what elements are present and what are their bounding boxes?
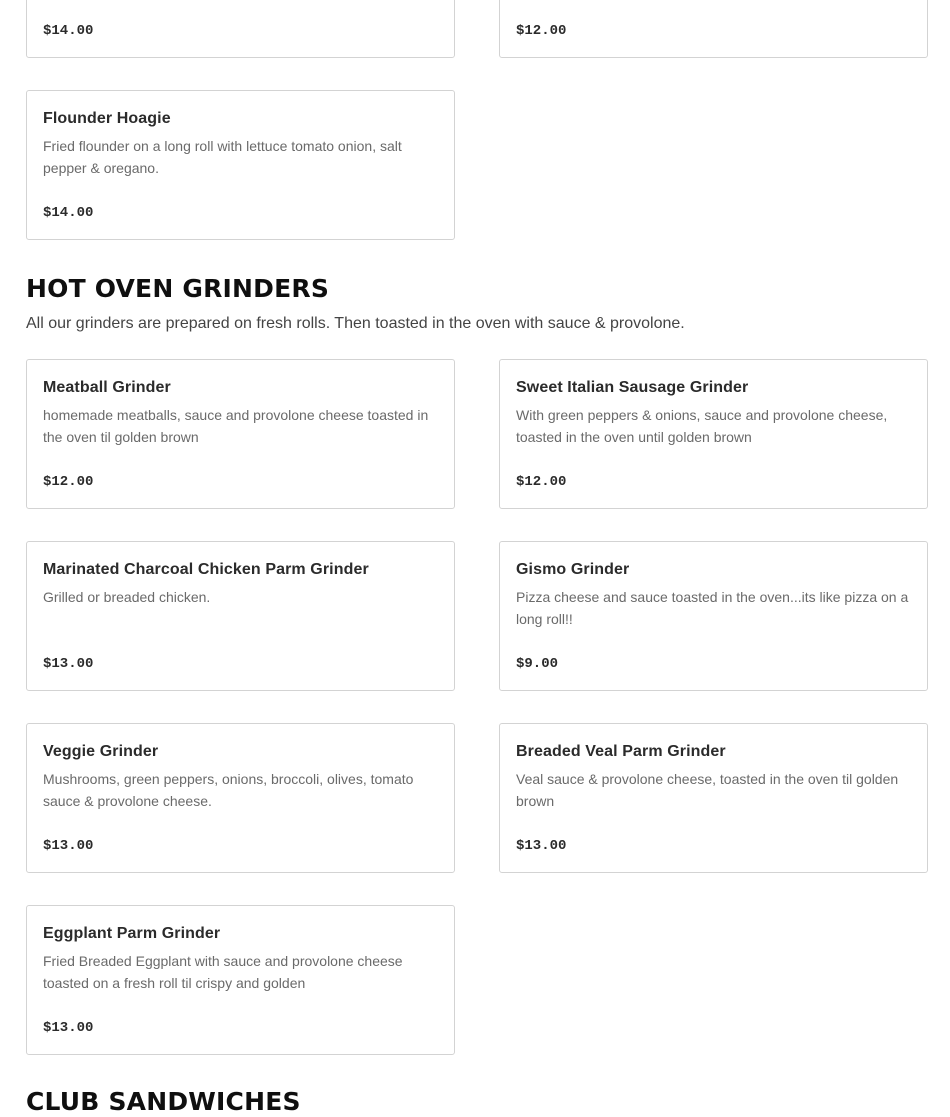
previous-section-grid: [26, 0, 928, 240]
section-title: HOT OVEN GRINDERS: [26, 274, 330, 303]
hot-oven-grinders-section: [26, 274, 928, 1055]
item-price: $9.00: [516, 656, 559, 672]
menu-item-card[interactable]: [499, 359, 928, 509]
item-description: Veal sauce & provolone cheese, toasted in the oven til golden brown: [516, 771, 899, 809]
menu-item-card[interactable]: [499, 541, 928, 691]
menu-item-card[interactable]: [26, 905, 455, 1055]
item-name: Meatball Grinder: [43, 379, 171, 396]
item-description: Grilled or breaded chicken.: [43, 589, 211, 605]
menu-item-card[interactable]: [26, 0, 455, 58]
menu-item-card[interactable]: [499, 0, 928, 58]
club-sandwiches-section: [26, 1087, 928, 1117]
menu-item-card[interactable]: [26, 90, 455, 240]
item-name: Eggplant Parm Grinder: [43, 925, 221, 942]
item-description: homemade meatballs, sauce and provolone cheese toasted in the oven til golden brown: [43, 407, 429, 445]
item-price: $12.00: [43, 474, 94, 490]
menu-page: [26, 0, 928, 1117]
item-price: $13.00: [516, 838, 567, 854]
item-description: Fried Breaded Eggplant with sauce and provolone cheese toasted on a fresh roll til crispy and golden: [43, 953, 403, 991]
grinders-grid: [26, 359, 928, 1055]
item-price: $12.00: [516, 474, 567, 490]
section-title: CLUB SANDWICHES: [26, 1087, 301, 1116]
item-name: Marinated Charcoal Chicken Parm Grinder: [43, 561, 369, 578]
menu-item-card[interactable]: [26, 723, 455, 873]
menu-item-card[interactable]: [499, 723, 928, 873]
item-description: With green peppers & onions, sauce and provolone cheese, toasted in the oven until golden brown: [516, 407, 888, 445]
menu-item-card[interactable]: [26, 359, 455, 509]
section-description: All our grinders are prepared on fresh rolls. Then toasted in the oven with sauce & provolone.: [26, 315, 685, 332]
item-name: Veggie Grinder: [43, 743, 159, 760]
item-price: $14.00: [43, 205, 94, 221]
item-name: Sweet Italian Sausage Grinder: [516, 379, 749, 396]
item-price: $13.00: [43, 838, 94, 854]
item-description: Fried flounder on a long roll with lettuce tomato onion, salt pepper & oregano.: [43, 138, 402, 176]
item-name: Breaded Veal Parm Grinder: [516, 743, 726, 760]
item-description: Mushrooms, green peppers, onions, broccoli, olives, tomato sauce & provolone cheese.: [43, 771, 414, 809]
menu-item-card[interactable]: [26, 541, 455, 691]
item-name: Gismo Grinder: [516, 561, 630, 578]
item-price: $12.00: [516, 23, 567, 39]
item-description: Pizza cheese and sauce toasted in the oven...its like pizza on a long roll!!: [516, 589, 909, 627]
item-name: Flounder Hoagie: [43, 110, 171, 127]
item-price: $14.00: [43, 23, 94, 39]
item-price: $13.00: [43, 656, 94, 672]
item-price: $13.00: [43, 1020, 94, 1036]
